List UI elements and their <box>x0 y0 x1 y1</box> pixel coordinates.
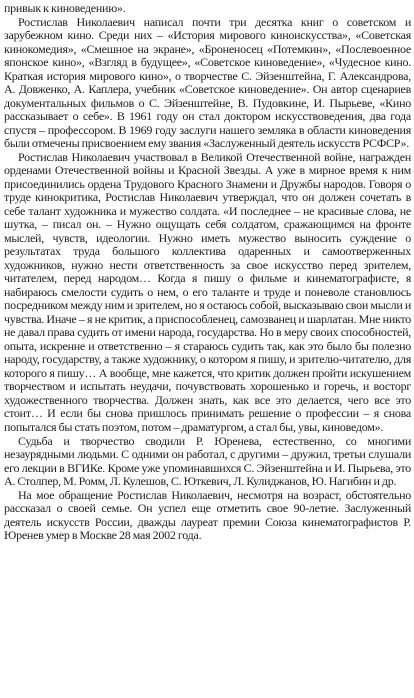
paragraph-2: Ростислав Николаевич написал почти три десятка книг о советском и зарубежном кино. Среди них – «История мирового киноискусства», «Советская кинокомедия», «Смешное на экране», «Броненосец «Потемкин», «Послевоенное японское кино», «Взгляд в будущее», «Советское киноведение», «Чудесное кино. Краткая история мирового кино», о творчестве С. Эйзенштейна, Г. Александрова, А. Довженко, А. Каплера, учебник «Советское киноведение». Он автор сценариев документальных фильмов о С. Эйзенштейне, В. Пудовкине, И. Пырьеве, «Кино рассказывает о себе». В 1961 году он стал доктором искусствоведения, два года спустя – профессором. В 1969 году заслуги нашего земляка в области киноведения были отмечены присвоением ему звания «Заслуженный деятель искусств РСФСР». <box>4 14 411 151</box>
paragraph-4: Судьба и творчество сводили Р. Юренева, естественно, со многими незаурядными людьми. С одними он работал, с другими – дружил, третьи слушали его лекции в ВГИКе. Кроме уже упоминавшихся С. Эйзенштейна и И. Пырьева, это А. Столпер, М. Ромм, Л. Кулешов, С. Юткевич, Л. Кулиджанов, Ю. Нагибин и др. <box>4 433 411 489</box>
paragraph-3: Ростислав Николаевич участвовал в Великой Отечественной войне, награжден орденами Отечественной войны и Красной Звезды. А уже в мирное время к ним присоединились ордена Трудового Красного Знамени и Дружбы народов. Говоря о труде кинокритика, Ростислав Николаевич утверждал, что он должен сочетать в себе талант художника и мужество солдата. «И последнее – не красивые слова, не шутка, – писал он. – Нужно ощущать себя солдатом, сражающимся на фронте мыслей, чувств, идеологии. Нужно иметь мужество выносить суждение о результатах труда большого коллектива одаренных и самоотверженных художников, нужно нести ответственность за свое искусство перед зрителем, читателем, перед народом… Когда я пишу о фильме и кинематографисте, я набираюсь смелости судить о нем, о его таланте и труде и поневоле становлюсь посредником между ним и зрителем, но я остаюсь собой, высказываю свои мысли и чувства. Иначе – я не критик, а приспособленец, самозванец и шарлатан. Мне никто не давал права судить от имени народа, государства. Но в меру своих способностей, опыта, искренне и ответственно – я стараюсь судить так, как это было бы полезно народу, государству, а также художнику, о котором я пишу, и зрителю-читателю, для которого я пишу… А вообще, мне кажется, что критик должен пройти искушением творчеством и испытать неудачи, почувствовать хорошенько и горечь, и восторг художественного творчества. Должен знать, как все это делается, чего все это стоит… И если бы снова пришлось принимать решение о профессии – я снова попытался бы стать поэтом, потом – драматургом, а стал бы, увы, киноведом». <box>4 149 411 434</box>
paragraph-5: На мое обращение Ростислав Николаевич, несмотря на возраст, обстоятельно рассказал о своей семье. Он успел еще отметить свое 90-летие. Заслуженный деятель искусств России, дважды лауреат премии Союза кинематографистов Р. Юренев умер в Москве 28 мая 2002 года. <box>4 487 411 543</box>
paragraph-1: привык к киноведению». <box>4 1 126 15</box>
